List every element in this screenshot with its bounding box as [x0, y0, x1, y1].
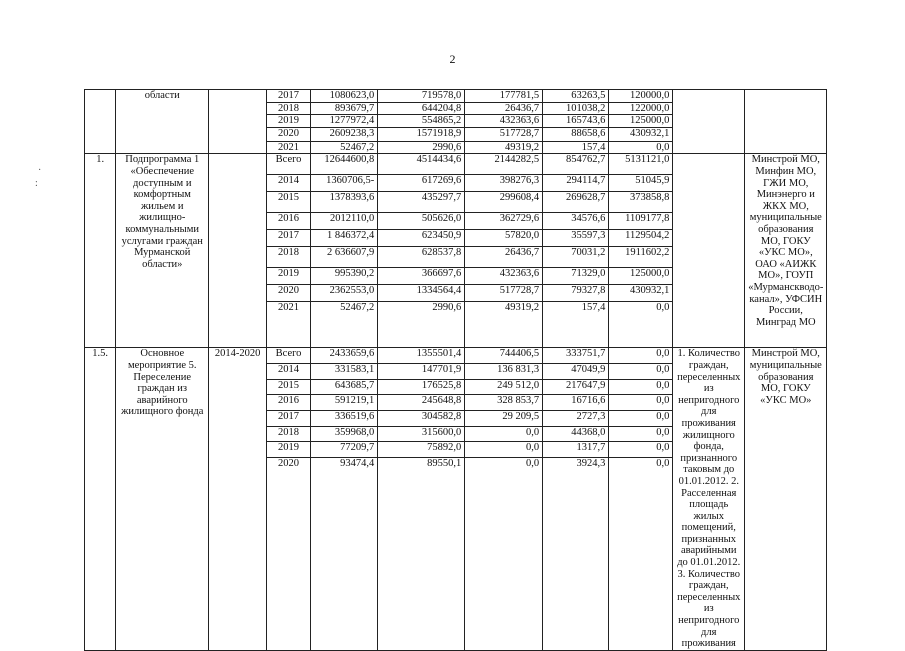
- table-row: [85, 348, 905, 364]
- federal-budget-cell: 299608,4: [465, 192, 543, 213]
- local-budget-cell: 157,4: [543, 302, 609, 348]
- row-number-cell: 1.5.: [85, 348, 116, 650]
- total-value-cell: 1080623,0: [311, 90, 378, 103]
- federal-budget-cell: 26436,7: [465, 247, 543, 268]
- total-value-cell: 643685,7: [311, 379, 378, 395]
- regional-budget-cell: 4514434,6: [378, 154, 465, 175]
- program-table: [84, 89, 905, 651]
- row-number-cell: [85, 90, 116, 154]
- local-budget-cell: 63263,5: [543, 90, 609, 103]
- total-value-cell: 52467,2: [311, 302, 378, 348]
- federal-budget-cell: 29 209,5: [465, 411, 543, 427]
- year-cell: 2018: [267, 426, 311, 442]
- year-cell: 2015: [267, 379, 311, 395]
- year-cell: 2020: [267, 127, 311, 141]
- indicators-cell: 1. Количество граждан, переселенных из непригодного для проживания жилищного фонда, признанного таковым до 01.01.2012. 2. Расселенная площадь жилых помещений, признанных аварийными до 01.01.2012. 3. Количество граждан, переселенных из непригодного для проживания: [673, 348, 745, 650]
- local-budget-cell: 44368,0: [543, 426, 609, 442]
- total-value-cell: 995390,2: [311, 268, 378, 285]
- local-budget-cell: 3924,3: [543, 457, 609, 650]
- total-value-cell: 331583,1: [311, 364, 378, 380]
- federal-budget-cell: 57820,0: [465, 230, 543, 247]
- period-cell: [209, 154, 267, 348]
- total-value-cell: 2433659,6: [311, 348, 378, 364]
- year-cell: 2017: [267, 230, 311, 247]
- regional-budget-cell: 1571918,9: [378, 127, 465, 141]
- local-budget-cell: 34576,6: [543, 213, 609, 230]
- regional-budget-cell: 644204,8: [378, 102, 465, 115]
- federal-budget-cell: 2144282,5: [465, 154, 543, 175]
- regional-budget-cell: 75892,0: [378, 442, 465, 458]
- total-value-cell: 2012110,0: [311, 213, 378, 230]
- year-cell: 2014: [267, 175, 311, 192]
- table-row: [85, 90, 905, 103]
- year-cell: Всего: [267, 348, 311, 364]
- federal-budget-cell: 517728,7: [465, 285, 543, 302]
- local-budget-cell: 217647,9: [543, 379, 609, 395]
- regional-budget-cell: 366697,6: [378, 268, 465, 285]
- total-value-cell: 93474,4: [311, 457, 378, 650]
- row-number-cell: 1.: [85, 154, 116, 348]
- extra-budget-cell: 125000,0: [609, 115, 673, 128]
- federal-budget-cell: 0,0: [465, 442, 543, 458]
- program-name-cell: области: [116, 90, 209, 154]
- federal-budget-cell: 49319,2: [465, 141, 543, 154]
- regional-budget-cell: 623450,9: [378, 230, 465, 247]
- program-name-cell: Подпрограмма 1 «Обеспечение доступным и комфортным жильем и жилищно-коммунальными услугами граждан Мурманской области»: [116, 154, 209, 348]
- table-body: [85, 90, 905, 651]
- extra-budget-cell: 0,0: [609, 348, 673, 364]
- period-cell: [209, 90, 267, 154]
- total-value-cell: 2362553,0: [311, 285, 378, 302]
- margin-mark: :: [35, 178, 38, 189]
- extra-budget-cell: 0,0: [609, 457, 673, 650]
- year-cell: 2017: [267, 411, 311, 427]
- executors-cell: [745, 90, 827, 154]
- extra-budget-cell: 0,0: [609, 379, 673, 395]
- extra-budget-cell: 122000,0: [609, 102, 673, 115]
- local-budget-cell: 165743,6: [543, 115, 609, 128]
- regional-budget-cell: 554865,2: [378, 115, 465, 128]
- total-value-cell: 359968,0: [311, 426, 378, 442]
- local-budget-cell: 1317,7: [543, 442, 609, 458]
- local-budget-cell: 333751,7: [543, 348, 609, 364]
- indicators-cell: [673, 154, 745, 348]
- total-value-cell: 1378393,6: [311, 192, 378, 213]
- local-budget-cell: 294114,7: [543, 175, 609, 192]
- year-cell: 2020: [267, 457, 311, 650]
- program-name-cell: Основное мероприятие 5. Переселение граждан из аварийного жилищного фонда: [116, 348, 209, 650]
- local-budget-cell: 47049,9: [543, 364, 609, 380]
- margin-mark: ·: [38, 165, 42, 176]
- year-cell: 2016: [267, 395, 311, 411]
- extra-budget-cell: 120000,0: [609, 90, 673, 103]
- year-cell: 2019: [267, 268, 311, 285]
- total-value-cell: 12644600,8: [311, 154, 378, 175]
- extra-budget-cell: 5131121,0: [609, 154, 673, 175]
- executors-cell: Минстрой МО, муниципальные образования МО, ГОКУ «УКС МО»: [745, 348, 827, 650]
- local-budget-cell: 854762,7: [543, 154, 609, 175]
- total-value-cell: 591219,1: [311, 395, 378, 411]
- extra-budget-cell: 373858,8: [609, 192, 673, 213]
- year-cell: 2016: [267, 213, 311, 230]
- extra-budget-cell: 125000,0: [609, 268, 673, 285]
- regional-budget-cell: 617269,6: [378, 175, 465, 192]
- federal-budget-cell: 328 853,7: [465, 395, 543, 411]
- local-budget-cell: 88658,6: [543, 127, 609, 141]
- federal-budget-cell: 744406,5: [465, 348, 543, 364]
- local-budget-cell: 269628,7: [543, 192, 609, 213]
- regional-budget-cell: 245648,8: [378, 395, 465, 411]
- year-cell: 2018: [267, 247, 311, 268]
- year-cell: 2017: [267, 90, 311, 103]
- regional-budget-cell: 505626,0: [378, 213, 465, 230]
- extra-budget-cell: 51045,9: [609, 175, 673, 192]
- year-cell: 2015: [267, 192, 311, 213]
- year-cell: 2019: [267, 115, 311, 128]
- regional-budget-cell: 315600,0: [378, 426, 465, 442]
- extra-budget-cell: 1109177,8: [609, 213, 673, 230]
- federal-budget-cell: 432363,6: [465, 115, 543, 128]
- total-value-cell: 1277972,4: [311, 115, 378, 128]
- extra-budget-cell: 0,0: [609, 364, 673, 380]
- regional-budget-cell: 1355501,4: [378, 348, 465, 364]
- regional-budget-cell: 2990,6: [378, 302, 465, 348]
- total-value-cell: 77209,7: [311, 442, 378, 458]
- local-budget-cell: 70031,2: [543, 247, 609, 268]
- total-value-cell: 336519,6: [311, 411, 378, 427]
- extra-budget-cell: 0,0: [609, 141, 673, 154]
- extra-budget-cell: 1129504,2: [609, 230, 673, 247]
- period-cell: 2014-2020: [209, 348, 267, 650]
- federal-budget-cell: 177781,5: [465, 90, 543, 103]
- total-value-cell: 893679,7: [311, 102, 378, 115]
- year-cell: 2019: [267, 442, 311, 458]
- regional-budget-cell: 719578,0: [378, 90, 465, 103]
- total-value-cell: 2 636607,9: [311, 247, 378, 268]
- total-value-cell: 1360706,5-: [311, 175, 378, 192]
- extra-budget-cell: 0,0: [609, 395, 673, 411]
- extra-budget-cell: 0,0: [609, 442, 673, 458]
- executors-cell: Минстрой МО, Минфин МО, ГЖИ МО, Минэнерго и ЖКХ МО, муниципальные образования МО, ГОКУ «УКС МО», ОАО «АИЖК МО», ГОУП «Мурманскводо-канал», УФСИН России, Минград МО: [745, 154, 827, 348]
- year-cell: 2014: [267, 364, 311, 380]
- local-budget-cell: 2727,3: [543, 411, 609, 427]
- regional-budget-cell: 147701,9: [378, 364, 465, 380]
- federal-budget-cell: 432363,6: [465, 268, 543, 285]
- regional-budget-cell: 89550,1: [378, 457, 465, 650]
- year-cell: 2020: [267, 285, 311, 302]
- local-budget-cell: 71329,0: [543, 268, 609, 285]
- extra-budget-cell: 0,0: [609, 426, 673, 442]
- total-value-cell: 52467,2: [311, 141, 378, 154]
- extra-budget-cell: 1911602,2: [609, 247, 673, 268]
- year-cell: 2021: [267, 302, 311, 348]
- extra-budget-cell: 430932,1: [609, 285, 673, 302]
- federal-budget-cell: 517728,7: [465, 127, 543, 141]
- indicators-cell: [673, 90, 745, 154]
- total-value-cell: 2609238,3: [311, 127, 378, 141]
- federal-budget-cell: 362729,6: [465, 213, 543, 230]
- extra-budget-cell: 0,0: [609, 302, 673, 348]
- regional-budget-cell: 628537,8: [378, 247, 465, 268]
- local-budget-cell: 35597,3: [543, 230, 609, 247]
- year-cell: Всего: [267, 154, 311, 175]
- local-budget-cell: 16716,6: [543, 395, 609, 411]
- federal-budget-cell: 26436,7: [465, 102, 543, 115]
- regional-budget-cell: 435297,7: [378, 192, 465, 213]
- total-value-cell: 1 846372,4: [311, 230, 378, 247]
- table-row: [85, 154, 905, 175]
- federal-budget-cell: 0,0: [465, 426, 543, 442]
- federal-budget-cell: 0,0: [465, 457, 543, 650]
- federal-budget-cell: 136 831,3: [465, 364, 543, 380]
- regional-budget-cell: 2990,6: [378, 141, 465, 154]
- year-cell: 2021: [267, 141, 311, 154]
- extra-budget-cell: 0,0: [609, 411, 673, 427]
- federal-budget-cell: 49319,2: [465, 302, 543, 348]
- local-budget-cell: 101038,2: [543, 102, 609, 115]
- regional-budget-cell: 304582,8: [378, 411, 465, 427]
- regional-budget-cell: 1334564,4: [378, 285, 465, 302]
- page-number: 2: [449, 52, 456, 66]
- federal-budget-cell: 249 512,0: [465, 379, 543, 395]
- regional-budget-cell: 176525,8: [378, 379, 465, 395]
- year-cell: 2018: [267, 102, 311, 115]
- local-budget-cell: 157,4: [543, 141, 609, 154]
- federal-budget-cell: 398276,3: [465, 175, 543, 192]
- extra-budget-cell: 430932,1: [609, 127, 673, 141]
- local-budget-cell: 79327,8: [543, 285, 609, 302]
